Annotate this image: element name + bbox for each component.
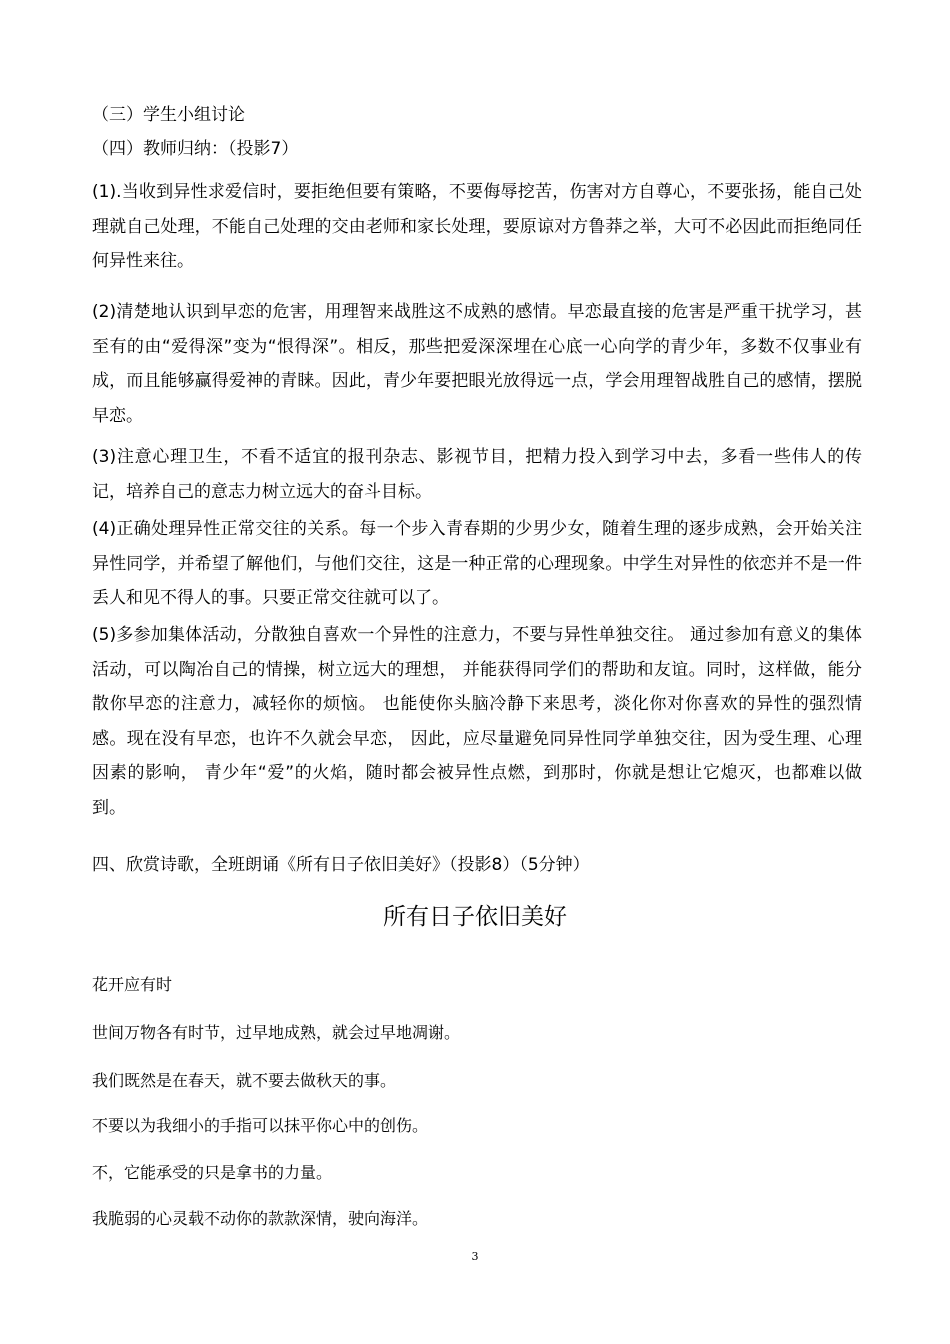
heading-section-4: （四）教师归纳：（投影7） bbox=[92, 139, 299, 159]
poem-line: 我们既然是在春天，就不要去做秋天的事。 bbox=[92, 1071, 397, 1090]
point-3: (3)注意心理卫生，不看不适宜的报刊杂志、影视节目，把精力投入到学习中去，多看一些伟人的传记，培养自己的意志力树立远大的奋斗目标。 bbox=[92, 447, 862, 502]
poem-title: 所有日子依旧美好 bbox=[383, 904, 567, 930]
heading-section-3: （三）学生小组讨论 bbox=[92, 105, 245, 125]
point-5: (5)多参加集体活动，分散独自喜欢一个异性的注意力，不要与异性单独交往。 通过参加有意义的集体活动，可以陶冶自己的情操，树立远大的理想， 并能获得同学们的帮助和友谊。同时，这样做，能分散你早恋的注意力，减轻你的烦恼。 也能使你头脑冷静下来思考，淡化你对你喜欢的异性的强烈情感。现在没有早恋，也许不久就会早恋， 因此，应尽量避免同异性同学单独交往，因为受生理、心理因素的影响， 青少年“爱”的火焰，随时都会被异性点燃，到那时，你就是想让它熄灭，也都难以做到。 bbox=[92, 625, 862, 818]
page-number: 3 bbox=[471, 1250, 479, 1263]
poem-line: 花开应有时 bbox=[92, 975, 173, 994]
point-4: (4)正确处理异性正常交往的关系。每一个步入青春期的少男少女，随着生理的逐步成熟，会开始关注异性同学，并希望了解他们，与他们交往，这是一种正常的心理现象。中学生对异性的依恋并不是一件丢人和见不得人的事。只要正常交往就可以了。 bbox=[92, 519, 862, 608]
poem-line: 不要以为我细小的手指可以抹平你心中的创伤。 bbox=[92, 1116, 429, 1135]
poem-line: 我脆弱的心灵载不动你的款款深情，驶向海洋。 bbox=[92, 1209, 429, 1228]
point-1: (1).当收到异性求爱信时，要拒绝但要有策略，不要侮辱挖苦，伤害对方自尊心，不要张扬，能自己处理就自己处理，不能自己处理的交由老师和家长处理，要原谅对方鲁莽之举，大可不必因此而拒绝同任何异性来往。 bbox=[92, 182, 862, 271]
poem-line: 世间万物各有时节，过早地成熟，就会过早地凋谢。 bbox=[92, 1023, 461, 1042]
poem-line: 不，它能承受的只是拿书的力量。 bbox=[92, 1163, 333, 1182]
section-4-heading: 四、欣赏诗歌，全班朗诵《所有日子依旧美好》（投影8）（5分钟） bbox=[92, 855, 590, 875]
point-2: (2)清楚地认识到早恋的危害，用理智来战胜这不成熟的感情。早恋最直接的危害是严重干扰学习，甚至有的由“爱得深”变为“恨得深”。相反，那些把爱深深埋在心底一心向学的青少年，多数不仅事业有成，而且能够赢得爱神的青睐。因此，青少年要把眼光放得远一点，学会用理智战胜自己的感情，摆脱早恋。 bbox=[92, 302, 862, 426]
